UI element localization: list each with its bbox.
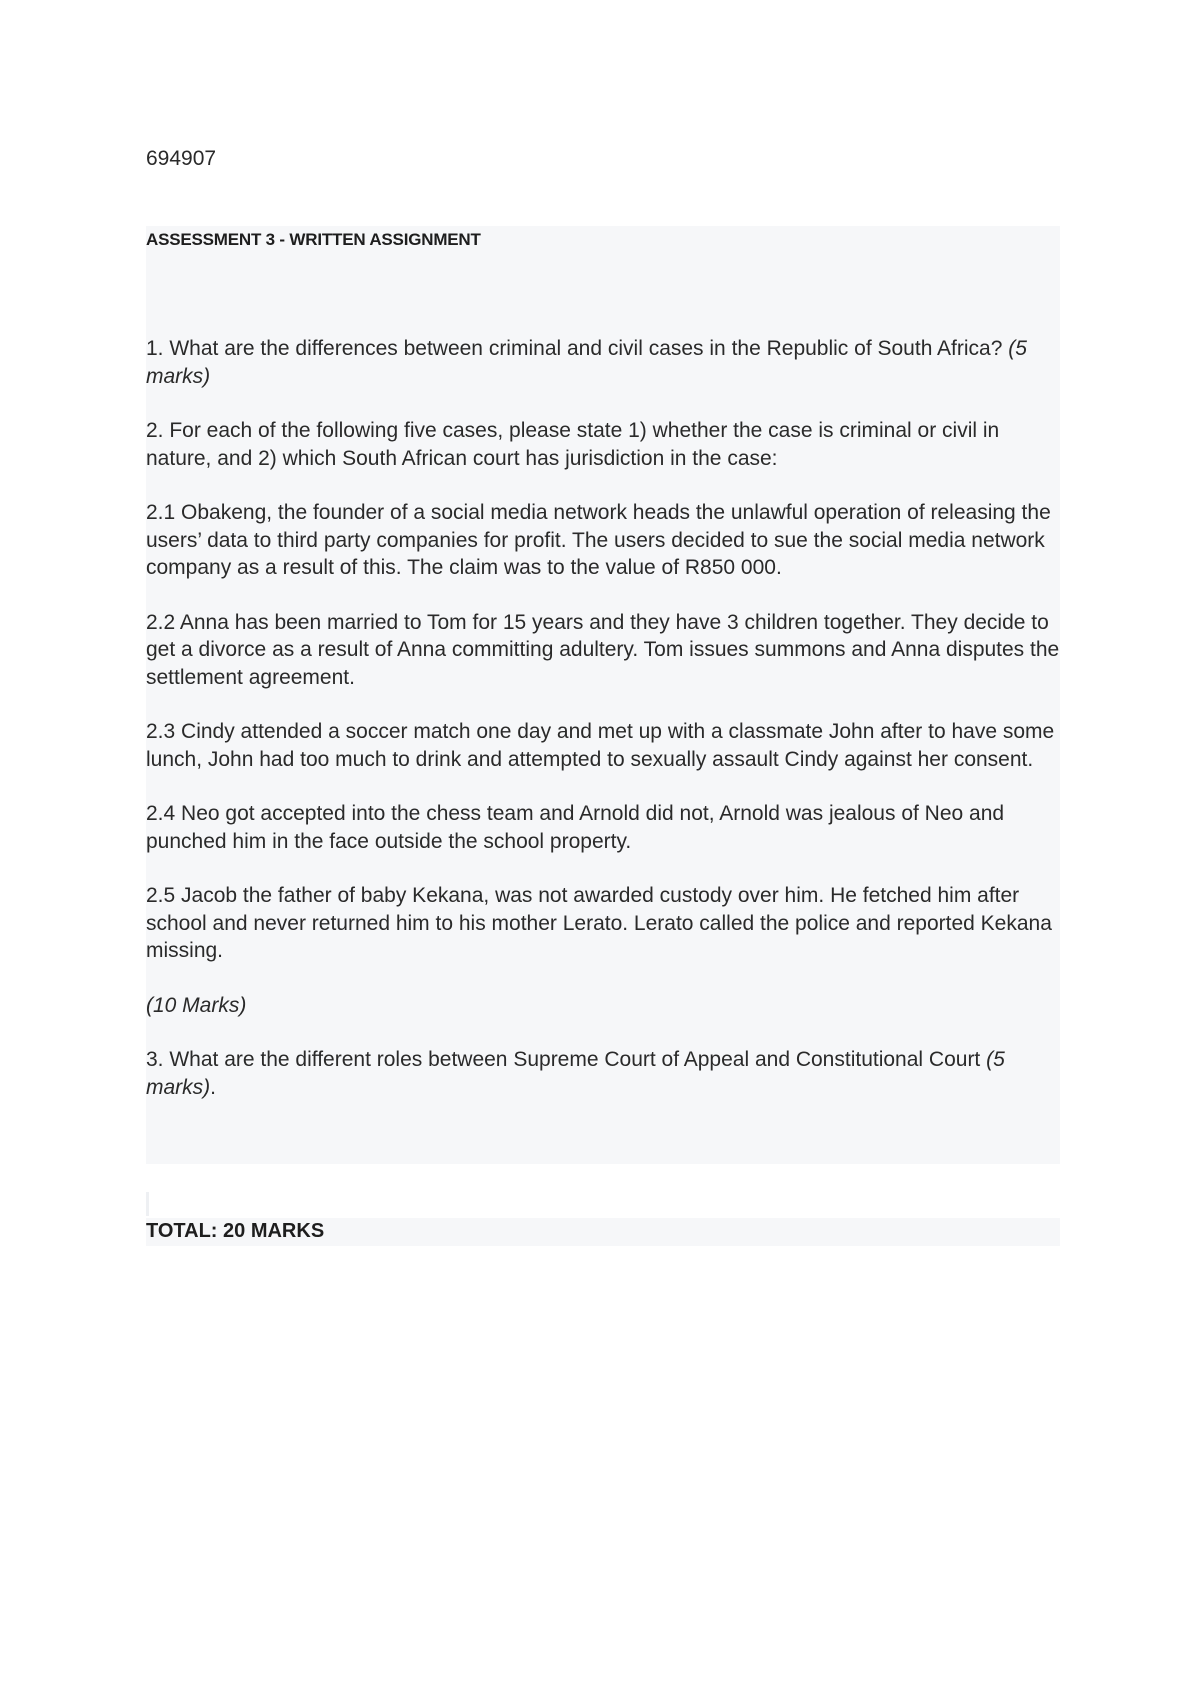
case-2-5: 2.5 Jacob the father of baby Kekana, was not awarded custody over him. He fetched him after school and never returned him to his mother Lerato. Lerato called the police and reported Kekana missing. xyxy=(146,884,1052,962)
question-3-suffix: . xyxy=(210,1075,217,1099)
document-id: 694907 xyxy=(146,147,217,170)
case-2-3: 2.3 Cindy attended a soccer match one day and met up with a classmate John after to have some lunch, John had too much to drink and attempted to sexually assault Cindy against her consent. xyxy=(146,720,1055,771)
question-3 xyxy=(146,1046,1066,1101)
case-2-1: 2.1 Obakeng, the founder of a social media network heads the unlawful operation of releasing the users’ data to third party companies for profit. The users decided to sue the social media network company as a result of this. The claim was to the value of R850 000. xyxy=(146,501,1051,579)
question-3-marks: (5 marks) xyxy=(146,1048,1005,1099)
question-2-marks-text: (10 Marks) xyxy=(146,993,247,1017)
case-2-4: 2.4 Neo got accepted into the chess team and Arnold did not, Arnold was jealous of Neo and punched him in the face outside the school property. xyxy=(146,802,1005,853)
question-2 xyxy=(146,417,1066,472)
margin-marker xyxy=(146,1192,149,1216)
question-3-text: 3. What are the different roles between Supreme Court of Appeal and Constitutional Court xyxy=(146,1048,987,1071)
assignment-heading: ASSESSMENT 3 - WRITTEN ASSIGNMENT xyxy=(146,230,481,249)
question-2-marks xyxy=(146,992,1066,1020)
total-marks: TOTAL: 20 MARKS xyxy=(146,1220,325,1242)
question-1-marks: (5 marks) xyxy=(146,337,1027,388)
case-2-2: 2.2 Anna has been married to Tom for 15 years and they have 3 children together. They decide to get a divorce as a result of Anna committing adultery. Tom issues summons and Anna disputes the settlement agreement. xyxy=(146,610,1060,689)
question-1 xyxy=(146,335,1066,390)
question-2-text: 2. For each of the following five cases, please state 1) whether the case is criminal or civil in nature, and 2) which South African court has jurisdiction in the case: xyxy=(146,419,1000,470)
question-1-text: 1. What are the differences between criminal and civil cases in the Republic of South Africa? xyxy=(146,337,1009,360)
questions-section xyxy=(146,335,1066,1128)
